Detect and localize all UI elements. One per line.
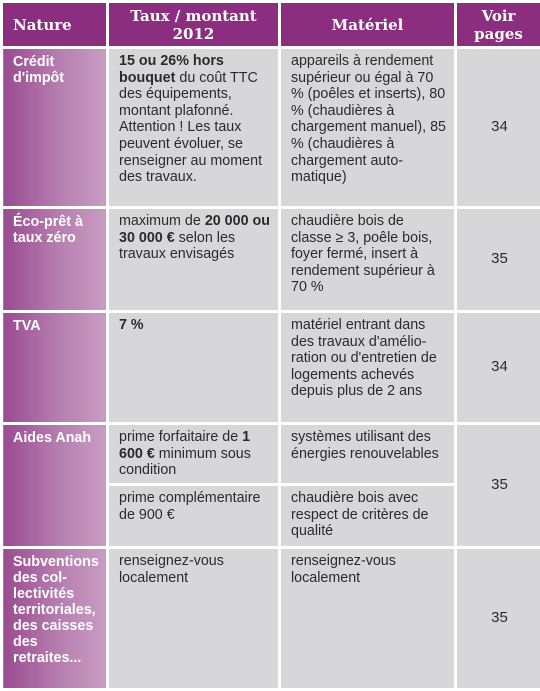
taux-anah-1-bold: 1 600 € [119, 429, 250, 462]
pages-subventions: 35 [456, 548, 540, 690]
taux-eco-post: selon les travaux envisagés [119, 230, 235, 263]
table-row-tva [2, 312, 540, 424]
pages-credit-impot: 34 [456, 48, 540, 208]
materiel-credit-impot: appareils à rendement supérieur ou égal à 70 % (poêles et inserts), 80 % (chaudières à chargement manuel), 85 % (chaudières à chargement auto-matique) [280, 48, 456, 208]
table-row-subventions [2, 548, 540, 690]
nature-subventions: Subventions des col- lectivités territoriales, des caisses des retraites... [2, 548, 108, 690]
taux-anah-1-pre: prime forfaitaire de [119, 429, 242, 445]
taux-anah-2: prime complémentaire de 900 € [108, 485, 280, 548]
materiel-subventions: renseignez-vous localement [280, 548, 456, 690]
taux-eco-pre: maximum de [119, 213, 205, 229]
nature-tva: TVA [2, 312, 108, 424]
taux-eco-bold1: 20 000 [205, 213, 249, 229]
header-materiel: Matériel [280, 2, 456, 48]
taux-credit-bold: 15 ou 26% hors bouquet [119, 53, 224, 86]
taux-anah-1 [108, 424, 280, 485]
taux-tva [108, 312, 280, 424]
taux-subventions: renseignez-vous localement [108, 548, 280, 690]
header-row [2, 2, 540, 48]
nature-eco-pret: Éco-prêt à taux zéro [2, 208, 108, 312]
taux-eco-bold2: ou 30 000 € [119, 213, 270, 246]
materiel-anah-1: systèmes utilisant des énergies renouvelables [280, 424, 456, 485]
materiel-tva: matériel entrant dans des travaux d'amélio-ration ou d'entretien de logements achevés depuis plus de 2 ans [280, 312, 456, 424]
taux-tva-bold: 7 % [119, 317, 144, 333]
materiel-eco-pret: chaudière bois de classe ≥ 3, poêle bois, foyer fermé, insert à rendement supérieur à 70 % [280, 208, 456, 312]
pages-anah: 35 [456, 424, 540, 548]
taux-eco-pret [108, 208, 280, 312]
table-row-credit-impot [2, 48, 540, 208]
taux-credit-impot [108, 48, 280, 208]
nature-anah: Aides Anah [2, 424, 108, 548]
header-pages: Voir pages [456, 2, 540, 48]
materiel-anah-2: chaudière bois avec respect de critères de qualité [280, 485, 456, 548]
nature-credit-impot: Crédit d'impôt [2, 48, 108, 208]
header-nature: Nature [2, 2, 108, 48]
taux-credit-text: du coût TTC des équipements, montant plafonné. Attention ! Les taux peuvent évoluer, se renseigner au moment des travaux. [119, 70, 262, 186]
taux-anah-1-post: minimum sous condition [119, 446, 251, 479]
header-taux: Taux / montant 2012 [108, 2, 280, 48]
table-row-eco-pret [2, 208, 540, 312]
pages-tva: 34 [456, 312, 540, 424]
table-row-anah-1 [2, 424, 540, 485]
pages-eco-pret: 35 [456, 208, 540, 312]
